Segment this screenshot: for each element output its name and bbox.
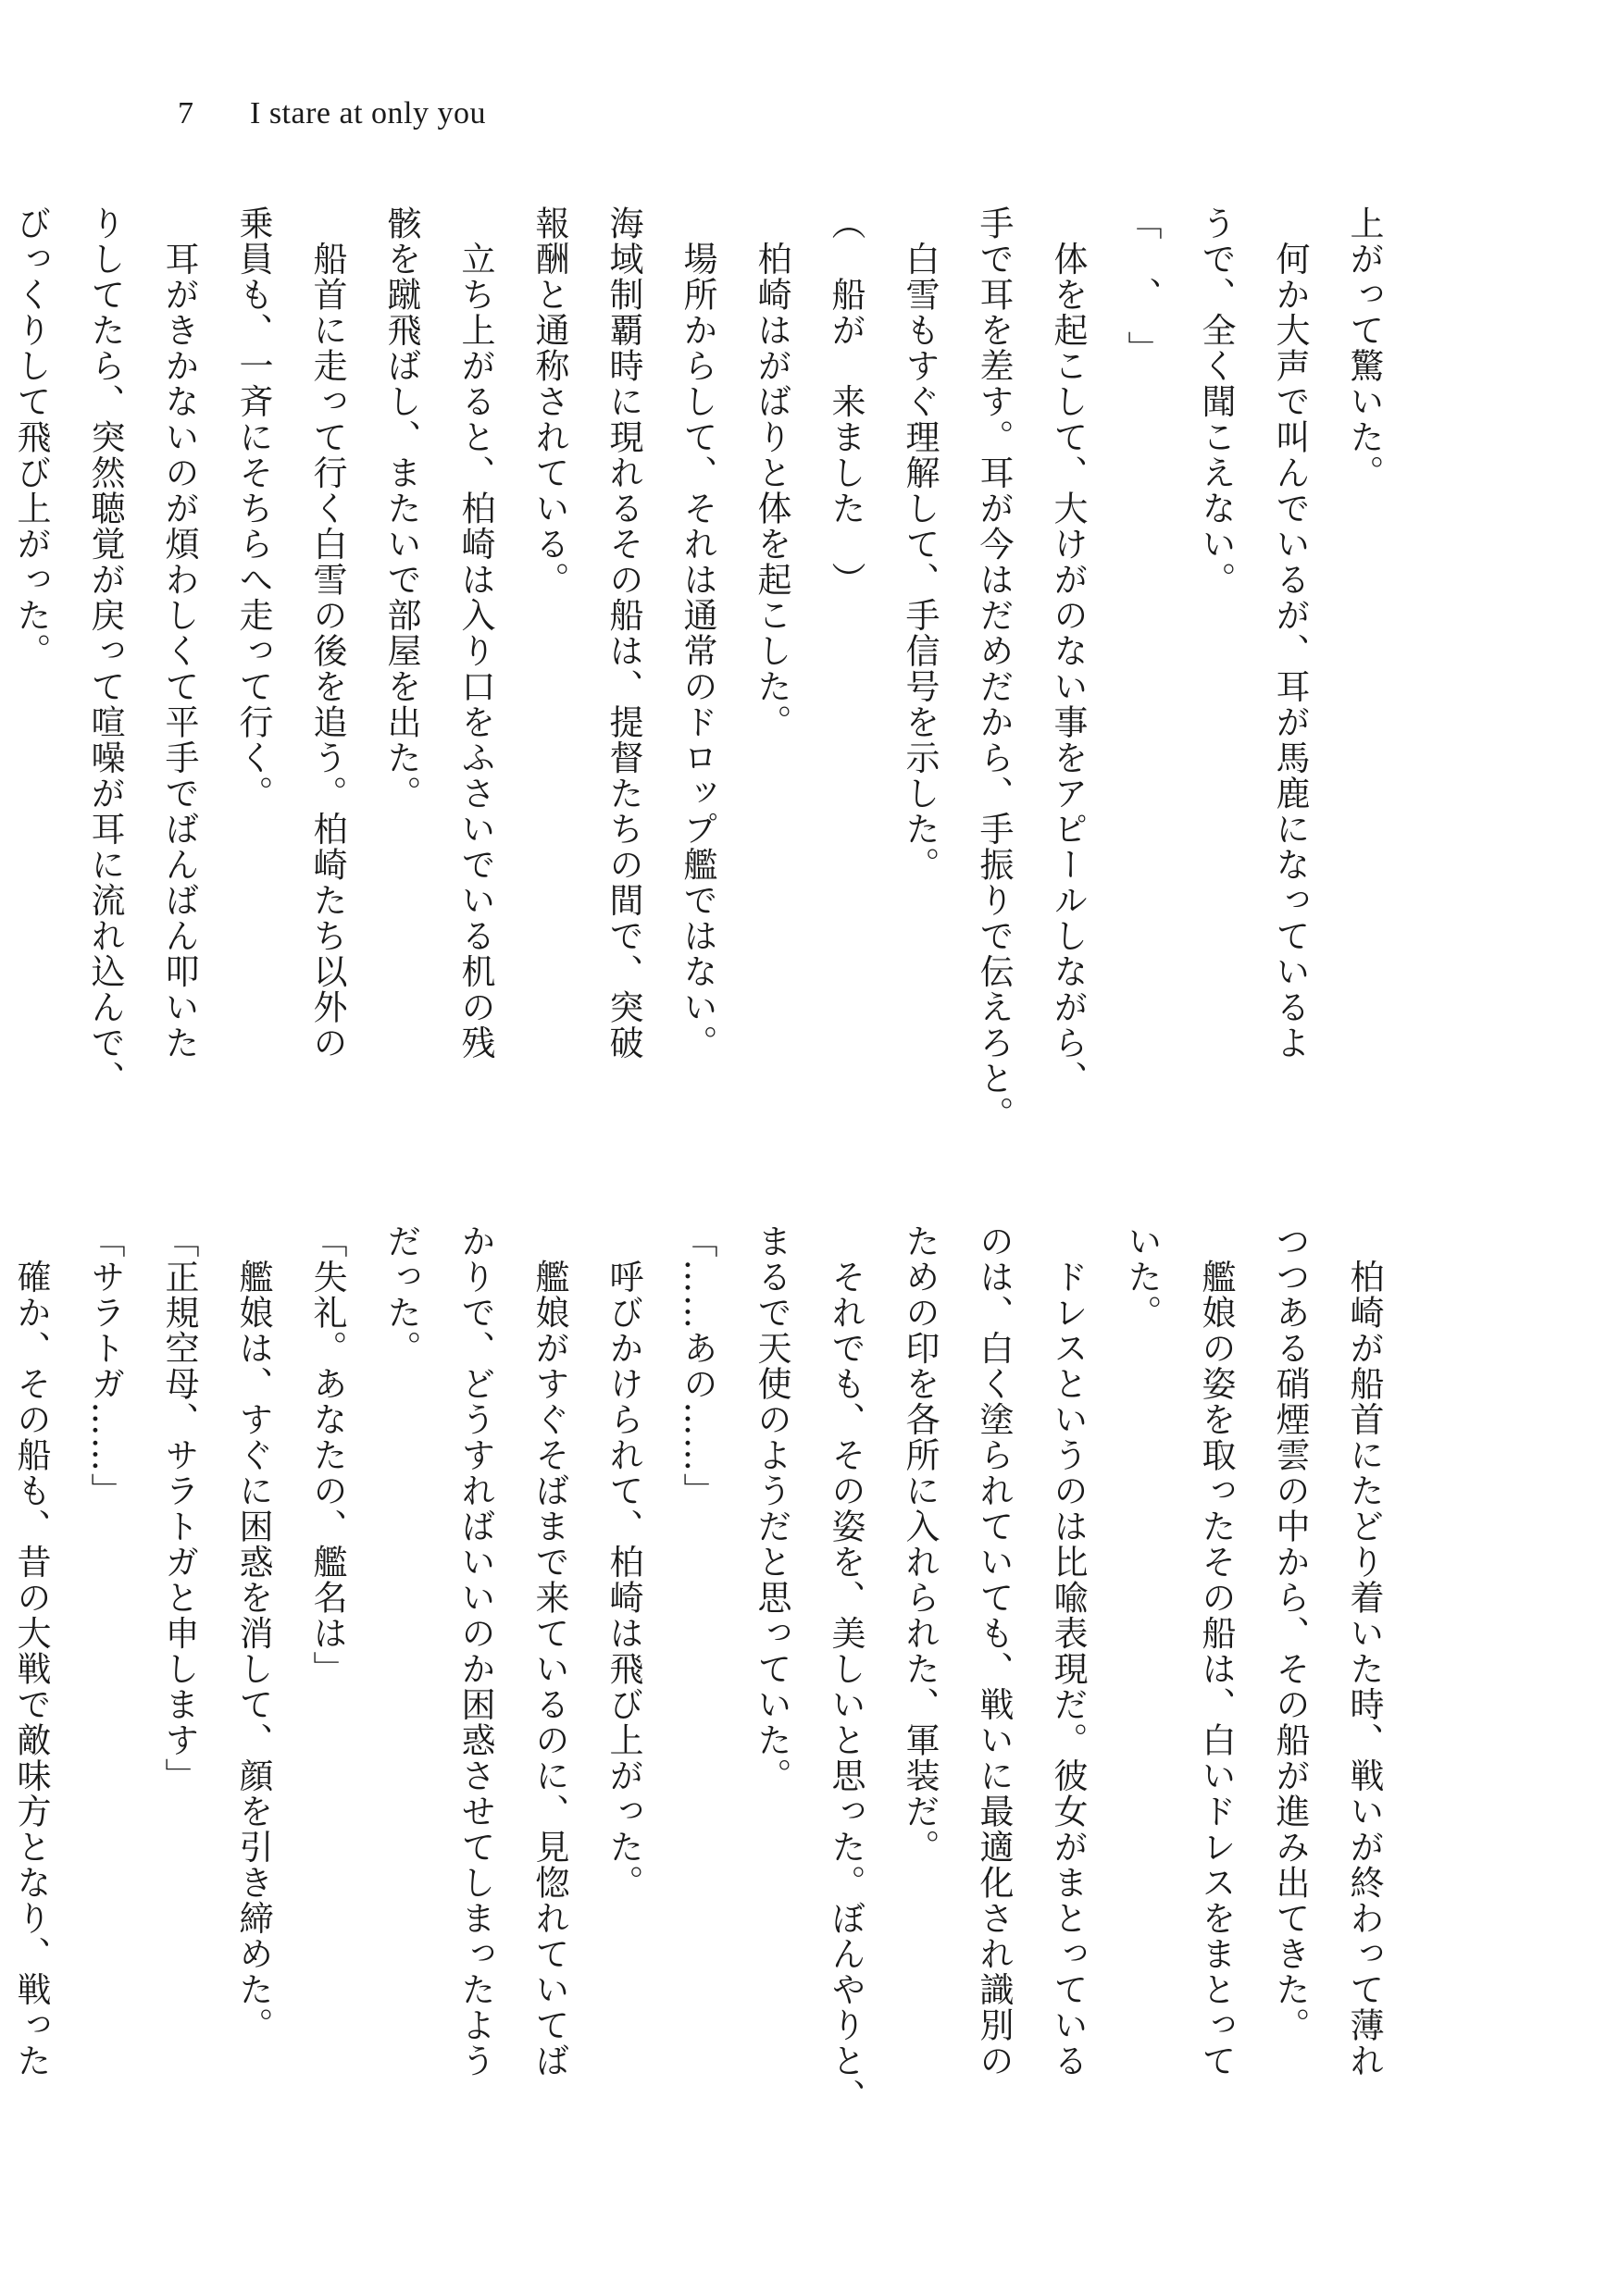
text-line: （ 船が 来ました ） [826, 205, 866, 598]
text-line: 柏崎はがばりと体を起こした。 [752, 205, 791, 740]
text-line: つつある硝煙雲の中から、その船が進み出てきた。 [1270, 1223, 1310, 2043]
text-line: 報酬と通称されている。 [529, 205, 569, 598]
text-line: 「……あの……」 [678, 1223, 717, 1508]
book-title: I stare at only you [250, 96, 486, 130]
text-line: のは、白く塗られていても、戦いに最適化され識別の [974, 1223, 1014, 2079]
text-line: かりで、どうすればいいのか困惑させてしまったよう [455, 1223, 495, 2079]
text-line: 乗員も、一斉にそちらへ走って行く。 [233, 205, 273, 812]
text-line: 体を起こして、大けがのない事をアピールしながら、 [1048, 205, 1088, 1097]
text-line: 柏崎が船首にたどり着いた時、戦いが終わって薄れ [1344, 1223, 1384, 2079]
text-line: いた。 [1122, 1223, 1162, 1331]
text-line: 「 、 」 [1122, 205, 1162, 366]
text-line: うで、全く聞こえない。 [1196, 205, 1236, 598]
text-line: 何か大声で叫んでいるが、耳が馬鹿になっているよ [1270, 205, 1310, 1061]
text-line: 「失礼。あなたの、艦名は」 [307, 1223, 347, 1687]
text-line: 艦娘がすぐそばまで来ているのに、見惚れていてば [529, 1223, 569, 2079]
text-line: 艦娘の姿を取ったその船は、白いドレスをまとって [1196, 1223, 1236, 2079]
lower-text-block [11, 1223, 1401, 2167]
running-header [178, 96, 486, 131]
text-line: 手で耳を差す。耳が今はだめだから、手振りで伝えろと。 [974, 205, 1014, 1132]
text-line: 船首に走って行く白雪の後を追う。柏崎たち以外の [307, 205, 347, 1061]
text-line: りしてたら、突然聴覚が戻って喧噪が耳に流れ込んで、 [85, 205, 125, 1097]
text-line: 白雪もすぐ理解して、手信号を示した。 [900, 205, 940, 883]
text-line: まるで天使のようだと思っていた。 [752, 1223, 791, 1793]
upper-text-block [11, 205, 1401, 1140]
text-line: ための印を各所に入れられた、軍装だ。 [900, 1223, 940, 1865]
text-line: 「サラトガ……」 [85, 1223, 125, 1508]
text-line: 海域制覇時に現れるその船は、提督たちの間で、突破 [604, 205, 643, 1061]
text-line: 耳がきかないのが煩わしくて平手でばんばん叩いた [159, 205, 199, 1061]
page-number: 7 [178, 96, 194, 130]
text-line: 確か、その船も、昔の大戦で敵味方となり、戦った [11, 1223, 51, 2079]
text-line: だった。 [381, 1223, 421, 1366]
text-line: それでも、その姿を、美しいと思った。ぼんやりと、 [826, 1223, 866, 2115]
text-line: 場所からして、それは通常のドロップ艦ではない。 [678, 205, 717, 1061]
text-line: 骸を蹴飛ばし、またいで部屋を出た。 [381, 205, 421, 812]
text-line: 「正規空母、サラトガと申します」 [159, 1223, 199, 1793]
text-line: 艦娘は、すぐに困惑を消して、顔を引き締めた。 [233, 1223, 273, 2043]
text-line: ドレスというのは比喩表現だ。彼女がまとっている [1048, 1223, 1088, 2079]
text-line: 立ち上がると、柏崎は入り口をふさいでいる机の残 [455, 205, 495, 1061]
text-line: 上がって驚いた。 [1344, 205, 1384, 490]
text-line: びっくりして飛び上がった。 [11, 205, 51, 669]
text-line: 呼びかけられて、柏崎は飛び上がった。 [604, 1223, 643, 1901]
